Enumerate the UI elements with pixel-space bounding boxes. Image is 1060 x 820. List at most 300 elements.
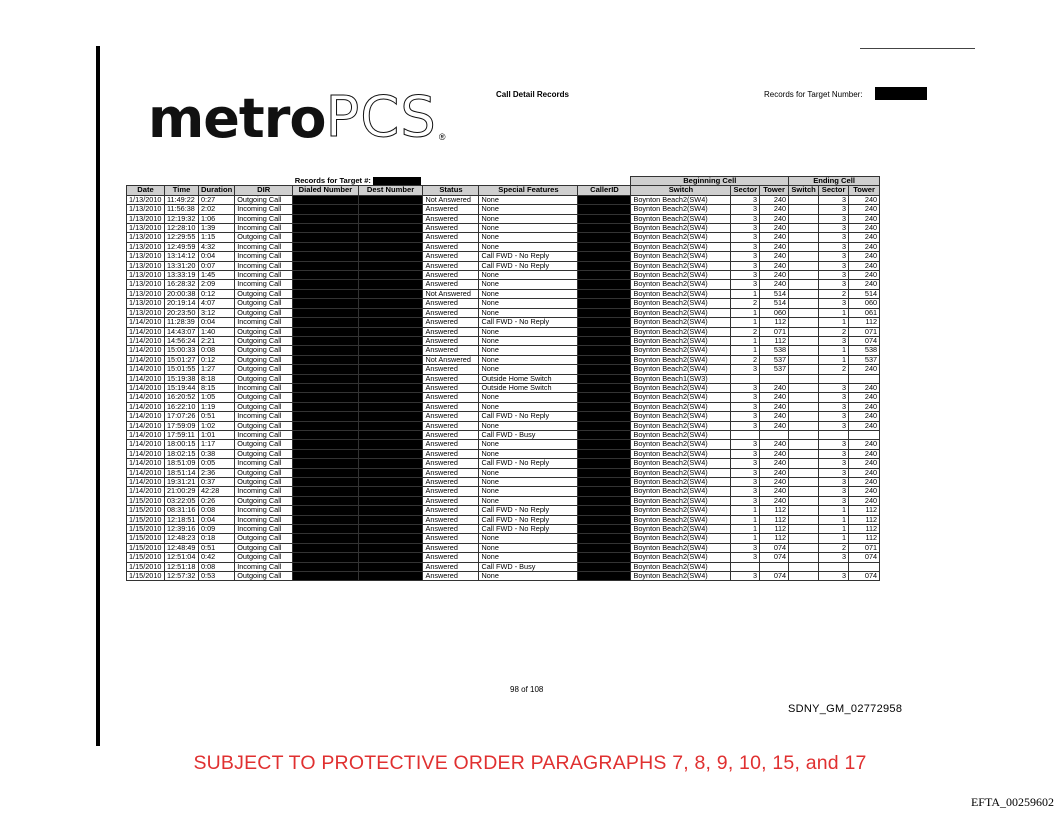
dest-number-redaction <box>358 271 423 280</box>
time-cell: 17:59:09 <box>165 421 199 430</box>
begin-sector-cell: 3 <box>731 496 760 505</box>
time-cell: 17:59:11 <box>165 430 199 439</box>
date-cell: 1/14/2010 <box>127 468 165 477</box>
dir-cell: Incoming Call <box>235 318 293 327</box>
end-sector-cell: 3 <box>819 205 849 214</box>
duration-cell: 0:08 <box>199 506 235 515</box>
end-sector-cell: 3 <box>819 402 849 411</box>
status-cell: Answered <box>423 261 479 270</box>
begin-sector-cell: 1 <box>731 318 760 327</box>
end-tower-cell: 240 <box>849 459 880 468</box>
date-cell: 1/13/2010 <box>127 261 165 270</box>
special-features-cell: None <box>479 242 578 251</box>
end-switch-cell <box>789 393 819 402</box>
dest-number-redaction <box>358 459 423 468</box>
end-tower-cell: 060 <box>849 299 880 308</box>
dest-number-redaction <box>358 562 423 571</box>
callerid-redaction <box>578 525 631 534</box>
end-tower-cell: 240 <box>849 412 880 421</box>
time-cell: 21:00:29 <box>165 487 199 496</box>
date-cell: 1/13/2010 <box>127 214 165 223</box>
table-row <box>127 515 880 524</box>
special-features-cell: None <box>479 205 578 214</box>
dir-cell: Outgoing Call <box>235 299 293 308</box>
time-cell: 12:51:04 <box>165 553 199 562</box>
end-tower-cell: 240 <box>849 242 880 251</box>
duration-cell: 1:19 <box>199 402 235 411</box>
special-features-cell: Call FWD - No Reply <box>479 459 578 468</box>
callerid-redaction <box>578 449 631 458</box>
begin-tower-cell: 240 <box>760 224 789 233</box>
time-cell: 16:22:10 <box>165 402 199 411</box>
table-row <box>127 449 880 458</box>
end-tower-cell: 240 <box>849 261 880 270</box>
date-cell: 1/15/2010 <box>127 572 165 581</box>
table-row <box>127 440 880 449</box>
end-switch-cell <box>789 421 819 430</box>
date-cell: 1/15/2010 <box>127 553 165 562</box>
dest-number-redaction <box>358 299 423 308</box>
begin-sector-cell: 3 <box>731 271 760 280</box>
end-tower-cell: 514 <box>849 289 880 298</box>
status-cell: Answered <box>423 393 479 402</box>
callerid-redaction <box>578 440 631 449</box>
begin-tower-cell: 240 <box>760 252 789 261</box>
status-cell: Answered <box>423 233 479 242</box>
status-cell: Answered <box>423 242 479 251</box>
end-sector-cell: 2 <box>819 289 849 298</box>
time-cell: 13:31:20 <box>165 261 199 270</box>
dest-number-redaction <box>358 468 423 477</box>
table-row <box>127 562 880 571</box>
callerid-redaction <box>578 195 631 204</box>
duration-cell: 0:12 <box>199 289 235 298</box>
callerid-redaction <box>578 365 631 374</box>
special-features-cell: None <box>479 478 578 487</box>
begin-tower-cell: 538 <box>760 346 789 355</box>
dialed-number-redaction <box>293 195 358 204</box>
special-features-cell: None <box>479 543 578 552</box>
dir-cell: Outgoing Call <box>235 534 293 543</box>
col-date: Date <box>127 186 165 195</box>
status-cell: Answered <box>423 308 479 317</box>
end-switch-cell <box>789 496 819 505</box>
begin-tower-cell: 240 <box>760 242 789 251</box>
begin-switch-cell: Boynton Beach2(SW4) <box>631 299 731 308</box>
dest-number-redaction <box>358 280 423 289</box>
callerid-redaction <box>578 271 631 280</box>
dir-cell: Incoming Call <box>235 562 293 571</box>
begin-tower-cell <box>760 374 789 383</box>
callerid-redaction <box>578 496 631 505</box>
begin-switch-cell: Boynton Beach2(SW4) <box>631 449 731 458</box>
callerid-redaction <box>578 374 631 383</box>
callerid-redaction <box>578 383 631 392</box>
begin-sector-cell: 3 <box>731 412 760 421</box>
end-sector-cell: 1 <box>819 346 849 355</box>
begin-sector-cell: 3 <box>731 543 760 552</box>
dialed-number-redaction <box>293 271 358 280</box>
begin-tower-cell: 240 <box>760 271 789 280</box>
call-detail-table <box>126 176 880 581</box>
dir-cell: Incoming Call <box>235 261 293 270</box>
dialed-number-redaction <box>293 402 358 411</box>
dir-cell: Incoming Call <box>235 205 293 214</box>
dest-number-redaction <box>358 233 423 242</box>
table-row <box>127 346 880 355</box>
begin-switch-cell: Boynton Beach2(SW4) <box>631 506 731 515</box>
begin-tower-cell <box>760 562 789 571</box>
table-row <box>127 383 880 392</box>
begin-tower-cell: 537 <box>760 365 789 374</box>
group-header-row <box>127 177 880 186</box>
dir-cell: Outgoing Call <box>235 402 293 411</box>
time-cell: 12:28:10 <box>165 224 199 233</box>
begin-sector-cell <box>731 562 760 571</box>
date-cell: 1/14/2010 <box>127 478 165 487</box>
time-cell: 12:48:23 <box>165 534 199 543</box>
special-features-cell: None <box>479 289 578 298</box>
callerid-redaction <box>578 261 631 270</box>
callerid-redaction <box>578 289 631 298</box>
table-row <box>127 506 880 515</box>
duration-cell: 0:42 <box>199 553 235 562</box>
dialed-number-redaction <box>293 487 358 496</box>
end-sector-cell: 3 <box>819 412 849 421</box>
begin-switch-cell: Boynton Beach2(SW4) <box>631 515 731 524</box>
end-sector-cell: 3 <box>819 233 849 242</box>
begin-tower-cell: 060 <box>760 308 789 317</box>
dialed-number-redaction <box>293 289 358 298</box>
callerid-redaction <box>578 242 631 251</box>
duration-cell: 1:40 <box>199 327 235 336</box>
begin-switch-cell: Boynton Beach2(SW4) <box>631 487 731 496</box>
duration-cell: 2:36 <box>199 468 235 477</box>
end-tower-cell: 071 <box>849 543 880 552</box>
date-cell: 1/15/2010 <box>127 534 165 543</box>
callerid-redaction <box>578 468 631 477</box>
time-cell: 20:19:14 <box>165 299 199 308</box>
status-cell: Not Answered <box>423 289 479 298</box>
begin-tower-cell: 071 <box>760 327 789 336</box>
dir-cell: Outgoing Call <box>235 346 293 355</box>
callerid-redaction <box>578 562 631 571</box>
col-status: Status <box>423 186 479 195</box>
col-callerid: CallerID <box>578 186 631 195</box>
dir-cell: Outgoing Call <box>235 336 293 345</box>
dir-cell: Outgoing Call <box>235 421 293 430</box>
report-title: Call Detail Records <box>496 90 569 99</box>
begin-sector-cell: 3 <box>731 280 760 289</box>
special-features-cell: None <box>479 233 578 242</box>
table-row <box>127 421 880 430</box>
duration-cell: 0:27 <box>199 195 235 204</box>
begin-sector-cell: 3 <box>731 440 760 449</box>
date-cell: 1/14/2010 <box>127 346 165 355</box>
dest-number-redaction <box>358 534 423 543</box>
dest-number-redaction <box>358 365 423 374</box>
duration-cell: 0:09 <box>199 525 235 534</box>
end-sector-cell: 3 <box>819 440 849 449</box>
status-cell: Answered <box>423 515 479 524</box>
special-features-cell: None <box>479 496 578 505</box>
duration-cell: 0:12 <box>199 355 235 364</box>
duration-cell: 0:38 <box>199 449 235 458</box>
end-tower-cell: 074 <box>849 572 880 581</box>
dialed-number-redaction <box>293 242 358 251</box>
table-row <box>127 214 880 223</box>
date-cell: 1/13/2010 <box>127 299 165 308</box>
end-switch-cell <box>789 214 819 223</box>
callerid-redaction <box>578 487 631 496</box>
end-sector-cell: 3 <box>819 478 849 487</box>
begin-sector-cell: 3 <box>731 572 760 581</box>
table-row <box>127 289 880 298</box>
special-features-cell: None <box>479 299 578 308</box>
dest-number-redaction <box>358 289 423 298</box>
table-row <box>127 365 880 374</box>
date-cell: 1/14/2010 <box>127 365 165 374</box>
begin-sector-cell: 1 <box>731 308 760 317</box>
time-cell: 16:20:52 <box>165 393 199 402</box>
end-tower-cell: 240 <box>849 214 880 223</box>
begin-switch-cell: Boynton Beach2(SW4) <box>631 383 731 392</box>
begin-switch-cell: Boynton Beach2(SW4) <box>631 478 731 487</box>
begin-sector-cell: 3 <box>731 468 760 477</box>
duration-cell: 4:32 <box>199 242 235 251</box>
end-tower-cell: 240 <box>849 449 880 458</box>
table-row <box>127 336 880 345</box>
end-tower-cell <box>849 562 880 571</box>
callerid-redaction <box>578 318 631 327</box>
date-cell: 1/14/2010 <box>127 440 165 449</box>
end-sector-cell: 3 <box>819 299 849 308</box>
efta-number: EFTA_00259602 <box>970 795 1054 809</box>
begin-tower-cell: 240 <box>760 496 789 505</box>
dir-cell: Outgoing Call <box>235 365 293 374</box>
time-cell: 18:00:15 <box>165 440 199 449</box>
end-tower-cell: 112 <box>849 318 880 327</box>
dialed-number-redaction <box>293 365 358 374</box>
end-tower-cell: 240 <box>849 365 880 374</box>
end-switch-cell <box>789 506 819 515</box>
callerid-redaction <box>578 224 631 233</box>
end-switch-cell <box>789 195 819 204</box>
special-features-cell: Call FWD - No Reply <box>479 506 578 515</box>
end-switch-cell <box>789 487 819 496</box>
dialed-number-redaction <box>293 430 358 439</box>
date-cell: 1/14/2010 <box>127 459 165 468</box>
begin-switch-cell: Boynton Beach2(SW4) <box>631 468 731 477</box>
table-row <box>127 468 880 477</box>
begin-tower-cell: 240 <box>760 459 789 468</box>
begin-tower-cell: 240 <box>760 478 789 487</box>
end-switch-cell <box>789 572 819 581</box>
table-row <box>127 224 880 233</box>
begin-sector-cell: 1 <box>731 534 760 543</box>
status-cell: Answered <box>423 299 479 308</box>
dir-cell: Incoming Call <box>235 459 293 468</box>
duration-cell: 2:02 <box>199 205 235 214</box>
special-features-cell: None <box>479 336 578 345</box>
date-cell: 1/14/2010 <box>127 318 165 327</box>
dialed-number-redaction <box>293 346 358 355</box>
date-cell: 1/14/2010 <box>127 449 165 458</box>
duration-cell: 0:51 <box>199 412 235 421</box>
time-cell: 20:23:50 <box>165 308 199 317</box>
dialed-number-redaction <box>293 496 358 505</box>
date-cell: 1/15/2010 <box>127 496 165 505</box>
special-features-cell: None <box>479 440 578 449</box>
dialed-number-redaction <box>293 553 358 562</box>
col-dir: DIR <box>235 186 293 195</box>
dialed-number-redaction <box>293 336 358 345</box>
col-dest-number: Dest Number <box>358 186 423 195</box>
status-cell: Answered <box>423 496 479 505</box>
status-cell: Answered <box>423 402 479 411</box>
special-features-cell: None <box>479 327 578 336</box>
time-cell: 18:51:09 <box>165 459 199 468</box>
date-cell: 1/13/2010 <box>127 271 165 280</box>
callerid-redaction <box>578 421 631 430</box>
status-cell: Answered <box>423 280 479 289</box>
time-cell: 03:22:05 <box>165 496 199 505</box>
begin-switch-cell: Boynton Beach2(SW4) <box>631 421 731 430</box>
end-switch-cell <box>789 374 819 383</box>
special-features-cell: None <box>479 346 578 355</box>
begin-tower-cell: 112 <box>760 515 789 524</box>
col-begin-sector: Sector <box>731 186 760 195</box>
begin-tower-cell: 112 <box>760 525 789 534</box>
end-switch-cell <box>789 515 819 524</box>
target-number-redaction <box>875 87 927 100</box>
dir-cell: Outgoing Call <box>235 355 293 364</box>
table-row <box>127 242 880 251</box>
dest-number-redaction <box>358 355 423 364</box>
duration-cell: 1:05 <box>199 393 235 402</box>
begin-tower-cell: 240 <box>760 449 789 458</box>
begin-tower-cell: 537 <box>760 355 789 364</box>
dialed-number-redaction <box>293 562 358 571</box>
time-cell: 15:19:44 <box>165 383 199 392</box>
dialed-number-redaction <box>293 374 358 383</box>
end-switch-cell <box>789 543 819 552</box>
dir-cell: Outgoing Call <box>235 468 293 477</box>
status-cell: Answered <box>423 327 479 336</box>
time-cell: 13:14:12 <box>165 252 199 261</box>
duration-cell: 0:51 <box>199 543 235 552</box>
end-tower-cell: 240 <box>849 468 880 477</box>
end-sector-cell <box>819 374 849 383</box>
end-sector-cell: 1 <box>819 534 849 543</box>
end-switch-cell <box>789 261 819 270</box>
end-switch-cell <box>789 383 819 392</box>
begin-switch-cell: Boynton Beach2(SW4) <box>631 327 731 336</box>
dialed-number-redaction <box>293 224 358 233</box>
callerid-redaction <box>578 478 631 487</box>
begin-switch-cell: Boynton Beach2(SW4) <box>631 336 731 345</box>
duration-cell: 1:17 <box>199 440 235 449</box>
dest-number-redaction <box>358 336 423 345</box>
begin-sector-cell: 3 <box>731 402 760 411</box>
begin-switch-cell: Boynton Beach2(SW4) <box>631 430 731 439</box>
date-cell: 1/15/2010 <box>127 562 165 571</box>
end-switch-cell <box>789 280 819 289</box>
begin-tower-cell: 240 <box>760 205 789 214</box>
begin-sector-cell: 1 <box>731 515 760 524</box>
status-cell: Answered <box>423 318 479 327</box>
target-redaction <box>373 177 421 185</box>
col-begin-tower: Tower <box>760 186 789 195</box>
callerid-redaction <box>578 412 631 421</box>
status-cell: Answered <box>423 487 479 496</box>
callerid-redaction <box>578 308 631 317</box>
begin-sector-cell: 3 <box>731 487 760 496</box>
begin-switch-cell: Boynton Beach2(SW4) <box>631 355 731 364</box>
time-cell: 16:28:32 <box>165 280 199 289</box>
dialed-number-redaction <box>293 252 358 261</box>
end-tower-cell: 240 <box>849 233 880 242</box>
date-cell: 1/14/2010 <box>127 487 165 496</box>
end-sector-cell: 3 <box>819 195 849 204</box>
end-tower-cell: 240 <box>849 195 880 204</box>
duration-cell: 1:06 <box>199 214 235 223</box>
dest-number-redaction <box>358 261 423 270</box>
begin-switch-cell: Boynton Beach2(SW4) <box>631 553 731 562</box>
end-tower-cell: 240 <box>849 421 880 430</box>
duration-cell: 42:28 <box>199 487 235 496</box>
end-tower-cell: 074 <box>849 553 880 562</box>
dialed-number-redaction <box>293 393 358 402</box>
end-tower-cell: 074 <box>849 336 880 345</box>
end-tower-cell: 538 <box>849 346 880 355</box>
end-tower-cell: 112 <box>849 506 880 515</box>
dialed-number-redaction <box>293 506 358 515</box>
special-features-cell: None <box>479 308 578 317</box>
begin-tower-cell: 240 <box>760 233 789 242</box>
time-cell: 18:51:14 <box>165 468 199 477</box>
begin-tower-cell: 240 <box>760 421 789 430</box>
callerid-redaction <box>578 205 631 214</box>
date-cell: 1/13/2010 <box>127 205 165 214</box>
status-cell: Answered <box>423 214 479 223</box>
begin-sector-cell: 1 <box>731 346 760 355</box>
end-sector-cell: 3 <box>819 242 849 251</box>
end-tower-cell: 240 <box>849 205 880 214</box>
time-cell: 20:00:38 <box>165 289 199 298</box>
table-row <box>127 487 880 496</box>
table-row <box>127 252 880 261</box>
table-row <box>127 430 880 439</box>
time-cell: 12:39:16 <box>165 525 199 534</box>
time-cell: 15:00:33 <box>165 346 199 355</box>
dest-number-redaction <box>358 195 423 204</box>
duration-cell: 1:39 <box>199 224 235 233</box>
dir-cell: Outgoing Call <box>235 440 293 449</box>
table-row <box>127 308 880 317</box>
duration-cell: 0:37 <box>199 478 235 487</box>
date-cell: 1/15/2010 <box>127 543 165 552</box>
special-features-cell: None <box>479 421 578 430</box>
col-time: Time <box>165 186 199 195</box>
special-features-cell: None <box>479 449 578 458</box>
dest-number-redaction <box>358 383 423 392</box>
end-switch-cell <box>789 440 819 449</box>
dialed-number-redaction <box>293 233 358 242</box>
col-duration: Duration <box>199 186 235 195</box>
time-cell: 12:48:49 <box>165 543 199 552</box>
begin-switch-cell: Boynton Beach2(SW4) <box>631 402 731 411</box>
